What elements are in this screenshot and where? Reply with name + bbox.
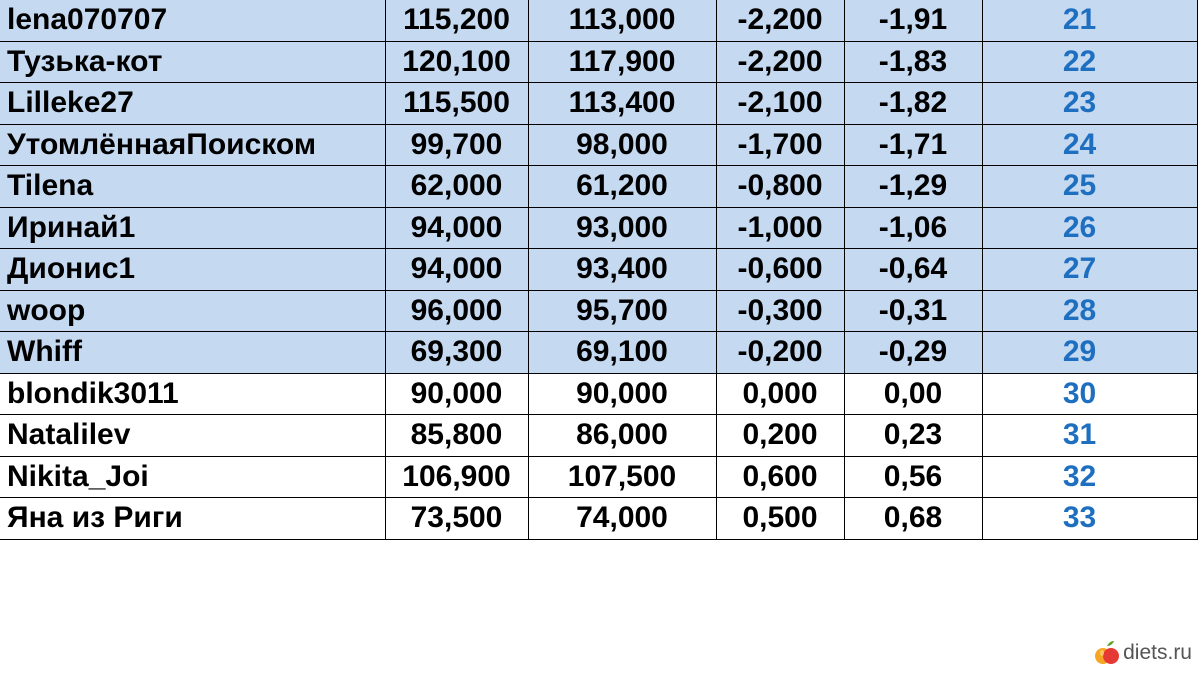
- cell-name: Иринай1: [0, 207, 385, 249]
- cell-rank: 28: [982, 290, 1197, 332]
- cell-current-value: 93,400: [528, 249, 716, 291]
- table-row: [0, 207, 1197, 249]
- table-row: [0, 83, 1197, 125]
- cell-start-value: 96,000: [385, 290, 528, 332]
- cell-percent: -0,31: [844, 290, 982, 332]
- cell-current-value: 98,000: [528, 124, 716, 166]
- cell-percent: -1,91: [844, 0, 982, 41]
- cell-current-value: 61,200: [528, 166, 716, 208]
- cell-start-value: 62,000: [385, 166, 528, 208]
- cell-name: Whiff: [0, 332, 385, 374]
- cell-rank: 25: [982, 166, 1197, 208]
- cell-percent: -1,06: [844, 207, 982, 249]
- cell-percent: -1,29: [844, 166, 982, 208]
- cell-name: Тузька-кот: [0, 41, 385, 83]
- cell-rank: 31: [982, 415, 1197, 457]
- cell-start-value: 69,300: [385, 332, 528, 374]
- cell-difference: -0,600: [716, 249, 844, 291]
- cell-current-value: 93,000: [528, 207, 716, 249]
- cell-rank: 30: [982, 373, 1197, 415]
- table-row: [0, 332, 1197, 374]
- cell-percent: -0,29: [844, 332, 982, 374]
- cell-difference: -1,700: [716, 124, 844, 166]
- cell-start-value: 73,500: [385, 498, 528, 540]
- cell-percent: 0,00: [844, 373, 982, 415]
- cell-difference: 0,500: [716, 498, 844, 540]
- cell-rank: 33: [982, 498, 1197, 540]
- cell-percent: 0,68: [844, 498, 982, 540]
- table-row: [0, 373, 1197, 415]
- cell-name: Дионис1: [0, 249, 385, 291]
- cell-name: Natalilev: [0, 415, 385, 457]
- cell-rank: 23: [982, 83, 1197, 125]
- cell-rank: 26: [982, 207, 1197, 249]
- cell-percent: -0,64: [844, 249, 982, 291]
- cell-start-value: 94,000: [385, 207, 528, 249]
- cell-current-value: 107,500: [528, 456, 716, 498]
- cell-difference: -0,200: [716, 332, 844, 374]
- cell-difference: -2,100: [716, 83, 844, 125]
- table-row: [0, 456, 1197, 498]
- cell-start-value: 99,700: [385, 124, 528, 166]
- cell-difference: -1,000: [716, 207, 844, 249]
- table-row: [0, 41, 1197, 83]
- table-row: [0, 166, 1197, 208]
- cell-start-value: 85,800: [385, 415, 528, 457]
- cell-current-value: 69,100: [528, 332, 716, 374]
- cell-start-value: 90,000: [385, 373, 528, 415]
- cell-difference: -0,800: [716, 166, 844, 208]
- cell-difference: -2,200: [716, 41, 844, 83]
- table-row: [0, 249, 1197, 291]
- cell-rank: 22: [982, 41, 1197, 83]
- cell-percent: -1,71: [844, 124, 982, 166]
- cell-percent: -1,82: [844, 83, 982, 125]
- cell-name: lena070707: [0, 0, 385, 41]
- cell-current-value: 86,000: [528, 415, 716, 457]
- table-row: [0, 415, 1197, 457]
- cell-percent: 0,23: [844, 415, 982, 457]
- cell-difference: -0,300: [716, 290, 844, 332]
- cell-current-value: 95,700: [528, 290, 716, 332]
- cell-rank: 32: [982, 456, 1197, 498]
- cell-start-value: 115,200: [385, 0, 528, 41]
- cell-current-value: 74,000: [528, 498, 716, 540]
- cell-start-value: 106,900: [385, 456, 528, 498]
- cell-rank: 21: [982, 0, 1197, 41]
- cell-current-value: 113,000: [528, 0, 716, 41]
- cell-difference: 0,000: [716, 373, 844, 415]
- table-row: [0, 498, 1197, 540]
- cell-name: Tilena: [0, 166, 385, 208]
- cell-start-value: 120,100: [385, 41, 528, 83]
- cell-rank: 29: [982, 332, 1197, 374]
- cell-name: УтомлённаяПоиском: [0, 124, 385, 166]
- table-row: [0, 0, 1197, 41]
- table-row: [0, 124, 1197, 166]
- cell-name: Яна из Риги: [0, 498, 385, 540]
- table-row: [0, 290, 1197, 332]
- cell-difference: 0,600: [716, 456, 844, 498]
- cell-difference: -2,200: [716, 0, 844, 41]
- cell-difference: 0,200: [716, 415, 844, 457]
- cell-rank: 27: [982, 249, 1197, 291]
- cell-percent: -1,83: [844, 41, 982, 83]
- cell-name: woop: [0, 290, 385, 332]
- cell-start-value: 94,000: [385, 249, 528, 291]
- cell-percent: 0,56: [844, 456, 982, 498]
- cell-current-value: 113,400: [528, 83, 716, 125]
- cell-name: blondik3011: [0, 373, 385, 415]
- cell-start-value: 115,500: [385, 83, 528, 125]
- cell-rank: 24: [982, 124, 1197, 166]
- cell-current-value: 117,900: [528, 41, 716, 83]
- cell-name: Nikita_Joi: [0, 456, 385, 498]
- watermark-text: diets.ru: [1123, 641, 1192, 664]
- cell-name: Lilleke27: [0, 83, 385, 125]
- watermark: [1094, 639, 1192, 667]
- apple-icon: [1094, 639, 1120, 667]
- cell-current-value: 90,000: [528, 373, 716, 415]
